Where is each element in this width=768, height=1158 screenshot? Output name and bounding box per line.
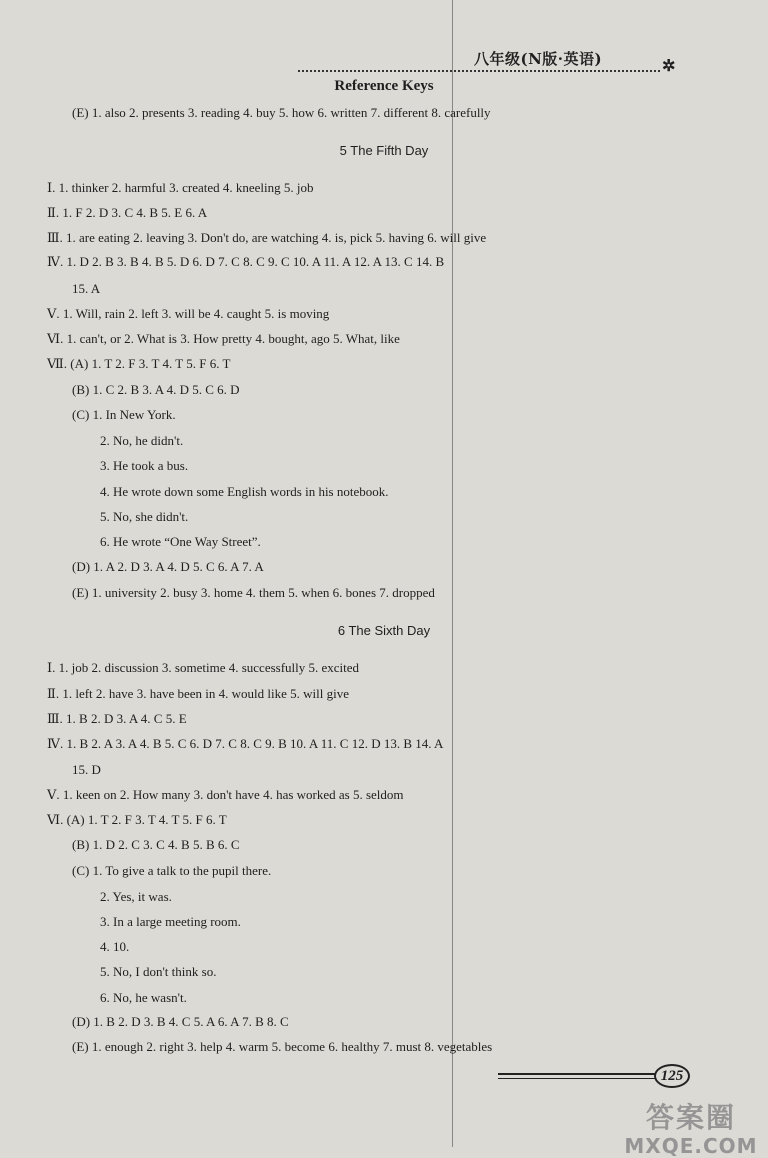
answer-line: 5. No, she didn't. [100,509,189,524]
answer-line: (E) 1. university 2. busy 3. home 4. them 5. when 6. bones 7. dropped [72,585,435,600]
footer-rule [498,1073,658,1075]
book-label: 八年级(N版·英语) [474,50,603,68]
page-fold-line [452,0,453,1147]
answer-line: 3. He took a bus. [100,458,189,473]
answer-line: Ⅰ. 1. thinker 2. harmful 3. created 4. kneeling 5. job [47,180,314,195]
answer-line: 6. He wrote “One Way Street”. [100,534,261,549]
answer-line: Ⅵ. 1. can't, or 2. What is 3. How pretty 4. bought, ago 5. What, like [47,331,400,346]
section-title-fifth-day: 5 The Fifth Day [339,143,429,158]
answer-line: (E) 1. enough 2. right 3. help 4. warm 5. become 6. healthy 7. must 8. vegetables [72,1039,493,1054]
answer-line: 15. A [72,281,101,296]
answer-line: (D) 1. A 2. D 3. A 4. D 5. C 6. A 7. A [72,559,264,574]
answer-line: 2. No, he didn't. [100,433,184,448]
answer-line: Ⅴ. 1. keen on 2. How many 3. don't have 4. has worked as 5. seldom [47,787,404,802]
page-title: Reference Keys [334,78,434,94]
answer-line: (E) 1. also 2. presents 3. reading 4. buy 5. how 6. written 7. different 8. carefully [72,105,491,120]
header-dotted-rule [298,70,660,72]
page-number: 125 [654,1064,690,1088]
watermark-logo-text: 答案圈 [645,1101,736,1134]
answer-line: Ⅳ. 1. B 2. A 3. A 4. B 5. C 6. D 7. C 8. C 9. B 10. A 11. C 12. D 13. B 14. A [47,736,444,751]
star-icon: ✲ [662,58,676,75]
answer-line: Ⅱ. 1. left 2. have 3. have been in 4. would like 5. will give [47,686,349,701]
answer-line: 6. No, he wasn't. [100,990,187,1005]
answer-line: Ⅶ. (A) 1. T 2. F 3. T 4. T 5. F 6. T [47,356,231,371]
footer-rule-thin [498,1078,658,1079]
answer-line: (B) 1. D 2. C 3. C 4. B 5. B 6. C [72,837,240,852]
answer-line: (C) 1. To give a talk to the pupil there. [72,863,272,878]
answer-line: Ⅴ. 1. Will, rain 2. left 3. will be 4. caught 5. is moving [47,306,330,321]
answer-line: (C) 1. In New York. [72,407,176,422]
answer-line: Ⅲ. 1. are eating 2. leaving 3. Don't do, are watching 4. is, pick 5. having 6. will give [47,230,487,245]
watermark-url: MXQE.COM [624,1134,758,1158]
answer-line: Ⅰ. 1. job 2. discussion 3. sometime 4. successfully 5. excited [47,660,360,675]
answer-line: (B) 1. C 2. B 3. A 4. D 5. C 6. D [72,382,240,397]
answer-line: 4. 10. [100,939,130,954]
answer-line: Ⅱ. 1. F 2. D 3. C 4. B 5. E 6. A [47,205,208,220]
answer-line: 3. In a large meeting room. [100,914,241,929]
answer-line: 4. He wrote down some English words in his notebook. [100,484,389,499]
answer-line: Ⅵ. (A) 1. T 2. F 3. T 4. T 5. F 6. T [47,812,227,827]
watermark [618,1096,764,1158]
section-title-sixth-day: 6 The Sixth Day [337,623,431,638]
answer-line: Ⅳ. 1. D 2. B 3. B 4. B 5. D 6. D 7. C 8. C 9. C 10. A 11. A 12. A 13. C 14. B [47,254,445,269]
answer-line: 15. D [72,762,101,777]
answer-line: (D) 1. B 2. D 3. B 4. C 5. A 6. A 7. B 8. C [72,1014,289,1029]
answer-line: 2. Yes, it was. [100,889,172,904]
answer-line: Ⅲ. 1. B 2. D 3. A 4. C 5. E [47,711,187,726]
answer-line: 5. No, I don't think so. [100,964,217,979]
